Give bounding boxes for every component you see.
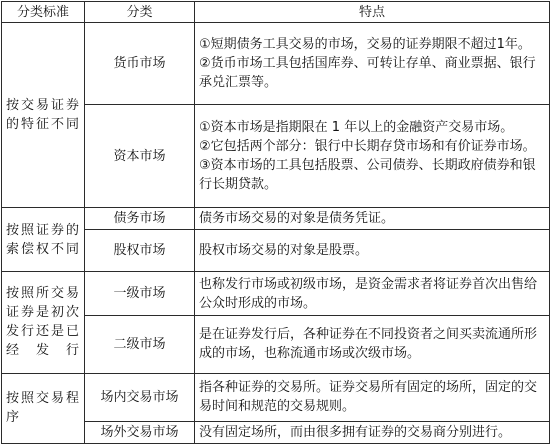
category-cell: 场外交易市场 <box>85 421 195 443</box>
feature-line: 没有固定场所，而由很多拥有证券的交易商分别进行。 <box>199 424 512 440</box>
criterion-cell: 按照所交易证券是初次发行还是已经发行 <box>2 272 85 373</box>
feature-line: ②货币市场工具包括国库券、可转让存单、商业票据、银行承兑汇票等。 <box>199 56 536 91</box>
table-row <box>2 105 550 207</box>
features-cell <box>195 421 550 443</box>
features-cell <box>195 373 550 421</box>
feature-line: 指各种证券的交易所。证券交易所有固定的场所，固定的交易时间和规范的交易规则。 <box>199 380 538 415</box>
category-cell: 资本市场 <box>85 105 195 207</box>
feature-line: 是在证券发行后，各种证券在不同投资者之间买卖流通所形成的市场，也称流通市场或次级市场。 <box>199 327 538 362</box>
table-row <box>2 207 550 229</box>
features-cell <box>195 229 550 271</box>
category-cell: 二级市场 <box>85 316 195 373</box>
feature-line: ③资本市场的工具包括股票、公司债券、长期政府债券和银行长期贷款。 <box>199 158 536 193</box>
header-features: 特点 <box>195 2 550 23</box>
table-row <box>2 229 550 271</box>
criterion-cell: 按照证券的索偿权不同 <box>2 207 85 271</box>
category-cell: 场内交易市场 <box>85 373 195 421</box>
header-category: 分类 <box>85 2 195 23</box>
category-cell: 股权市场 <box>85 229 195 271</box>
feature-line: ①短期债务工具交易的市场，交易的证券期限不超过1年。 <box>199 37 531 53</box>
category-cell: 一级市场 <box>85 272 195 316</box>
criterion-cell: 按照交易程序 <box>2 373 85 443</box>
table-row <box>2 316 550 373</box>
feature-line: 股权市场交易的对象是股票。 <box>199 243 369 259</box>
table-row <box>2 23 550 105</box>
table-row <box>2 373 550 421</box>
feature-line: 债务市场交易的对象是债务凭证。 <box>199 210 395 226</box>
table-row <box>2 421 550 443</box>
criterion-cell: 按交易证券的特征不同 <box>2 23 85 208</box>
header-criterion: 分类标准 <box>2 2 85 23</box>
feature-line: ①资本市场是指期限在 1 年以上的金融资产交易市场。 <box>199 120 514 136</box>
category-cell: 债务市场 <box>85 207 195 229</box>
features-cell <box>195 105 550 207</box>
header-row <box>2 2 550 23</box>
category-cell: 货币市场 <box>85 23 195 105</box>
market-classification-table <box>1 1 550 444</box>
features-cell <box>195 23 550 105</box>
features-cell <box>195 316 550 373</box>
feature-line: ②它包括两个部分：银行中长期存贷市场和有价证券市场。 <box>199 139 536 155</box>
features-cell <box>195 272 550 316</box>
features-cell <box>195 207 550 229</box>
feature-line: 也称发行市场或初级市场，是资金需求者将证券首次出售给公众时形成的市场。 <box>199 276 538 311</box>
table-row <box>2 272 550 316</box>
